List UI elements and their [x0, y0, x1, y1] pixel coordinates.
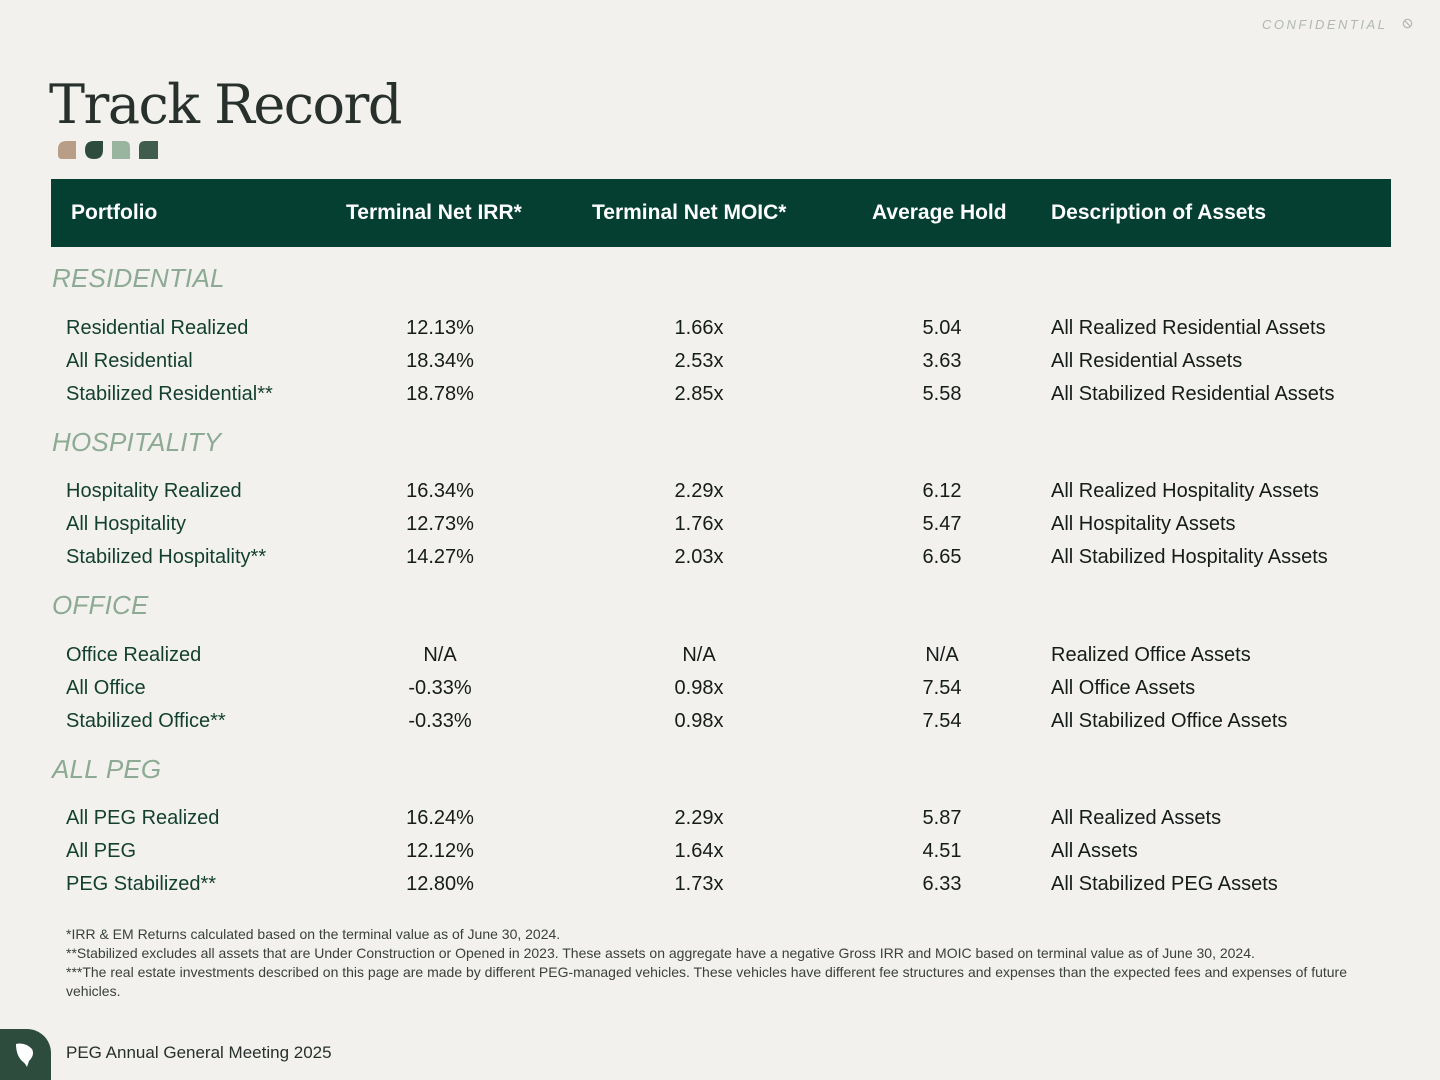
row-description: All Hospitality Assets	[1051, 513, 1236, 535]
row-hold: 6.33	[922, 873, 962, 895]
column-header-portfolio: Portfolio	[71, 201, 158, 224]
table-row	[0, 836, 1440, 869]
table-row	[0, 706, 1440, 739]
row-hold: 7.54	[922, 677, 962, 699]
row-portfolio: All PEG	[66, 840, 137, 862]
row-hold: 6.12	[922, 480, 962, 502]
row-irr: -0.33%	[408, 677, 472, 699]
row-description: All Assets	[1051, 840, 1138, 862]
row-moic: 2.29x	[674, 480, 724, 502]
row-moic: 2.85x	[674, 383, 724, 405]
confidential-label: CONFIDENTIAL	[1262, 17, 1388, 32]
row-description: All Residential Assets	[1051, 350, 1243, 372]
row-description: All Realized Residential Assets	[1051, 317, 1326, 339]
row-irr: 12.73%	[406, 513, 474, 535]
row-irr: 12.12%	[406, 840, 474, 862]
section-label-office: OFFICE	[52, 590, 149, 620]
row-moic: N/A	[682, 644, 716, 666]
row-description: All Stabilized Hospitality Assets	[1051, 546, 1328, 568]
footnote-vehicles: ***The real estate investments described on this page are made by different PEG-managed vehicles. These vehicles have different fee structures and expenses than the expected fees and expenses of future vehicles.	[66, 964, 1347, 999]
row-description: All Realized Hospitality Assets	[1051, 480, 1319, 502]
footnote-irr: *IRR & EM Returns calculated based on the terminal value as of June 30, 2024.	[66, 926, 561, 942]
row-moic: 1.66x	[674, 317, 724, 339]
footer-text: PEG Annual General Meeting 2025	[66, 1043, 332, 1062]
row-portfolio: PEG Stabilized**	[66, 873, 217, 895]
row-moic: 0.98x	[674, 710, 724, 732]
row-irr: 16.24%	[406, 807, 474, 829]
footnote-stabilized: **Stabilized excludes all assets that are Under Construction or Opened in 2023. These assets on aggregate have a negative Gross IRR and MOIC based on terminal value as of June 30, 2024.	[66, 945, 1255, 961]
row-irr: -0.33%	[408, 710, 472, 732]
row-hold: 6.65	[922, 546, 962, 568]
leaf-logo-icon	[13, 1041, 37, 1069]
row-irr: 12.13%	[406, 317, 474, 339]
row-hold: 5.58	[922, 383, 962, 405]
page-title: Track Record	[49, 73, 401, 136]
row-portfolio: Hospitality Realized	[66, 480, 242, 502]
row-description: All Realized Assets	[1051, 807, 1222, 829]
row-irr: 18.34%	[406, 350, 474, 372]
column-header-irr: Terminal Net IRR*	[346, 201, 522, 224]
footnotes	[66, 925, 1356, 1001]
section-label-residential: RESIDENTIAL	[52, 263, 225, 293]
forest-leaf-shape	[139, 141, 158, 159]
row-portfolio: All PEG Realized	[66, 807, 220, 829]
row-irr: N/A	[423, 644, 457, 666]
row-hold: 5.04	[922, 317, 962, 339]
row-description: All Stabilized Office Assets	[1051, 710, 1288, 732]
column-header-average-hold: Average Hold	[872, 201, 1007, 224]
row-description: All Stabilized Residential Assets	[1051, 383, 1335, 405]
row-hold: 3.63	[922, 350, 962, 372]
row-hold: 4.51	[922, 840, 962, 862]
table-row	[0, 640, 1440, 673]
row-hold: 5.47	[922, 513, 962, 535]
section-label-all-peg: ALL PEG	[52, 754, 162, 784]
row-irr: 14.27%	[406, 546, 474, 568]
table-row	[0, 476, 1440, 509]
row-moic: 0.98x	[674, 677, 724, 699]
row-moic: 2.53x	[674, 350, 724, 372]
column-header-moic: Terminal Net MOIC*	[592, 201, 787, 224]
section-label-hospitality: HOSPITALITY	[52, 427, 222, 457]
row-portfolio: Stabilized Office**	[66, 710, 226, 732]
row-description: Realized Office Assets	[1051, 644, 1251, 666]
row-portfolio: All Office	[66, 677, 146, 699]
row-description: All Office Assets	[1051, 677, 1196, 699]
table-row	[0, 509, 1440, 542]
table-row	[0, 379, 1440, 412]
row-portfolio: All Residential	[66, 350, 193, 372]
row-portfolio: All Hospitality	[66, 513, 187, 535]
column-header-description: Description of Assets	[1051, 201, 1267, 224]
footer-logo-tab	[0, 1029, 51, 1080]
row-portfolio: Stabilized Hospitality**	[66, 546, 267, 568]
row-moic: 2.29x	[674, 807, 724, 829]
row-portfolio: Residential Realized	[66, 317, 249, 339]
row-irr: 12.80%	[406, 873, 474, 895]
table-header	[51, 179, 1391, 247]
dark-round-shape	[85, 141, 103, 159]
row-description: All Stabilized PEG Assets	[1051, 873, 1278, 895]
table-row	[0, 542, 1440, 575]
tan-leaf-shape	[58, 141, 76, 159]
row-hold: 7.54	[922, 710, 962, 732]
row-moic: 1.73x	[674, 873, 724, 895]
row-moic: 1.64x	[674, 840, 724, 862]
row-hold: 5.87	[922, 807, 962, 829]
row-moic: 1.76x	[674, 513, 724, 535]
decorative-shapes	[58, 141, 160, 159]
row-moic: 2.03x	[674, 546, 724, 568]
table-row	[0, 346, 1440, 379]
table-row	[0, 803, 1440, 836]
sage-leaf-shape	[112, 141, 130, 159]
row-portfolio: Stabilized Residential**	[66, 383, 273, 405]
no-entry-icon	[1402, 18, 1413, 29]
row-irr: 18.78%	[406, 383, 474, 405]
row-irr: 16.34%	[406, 480, 474, 502]
row-hold: N/A	[925, 644, 959, 666]
table-row	[0, 313, 1440, 346]
table-row	[0, 869, 1440, 902]
table-row	[0, 673, 1440, 706]
row-portfolio: Office Realized	[66, 644, 202, 666]
